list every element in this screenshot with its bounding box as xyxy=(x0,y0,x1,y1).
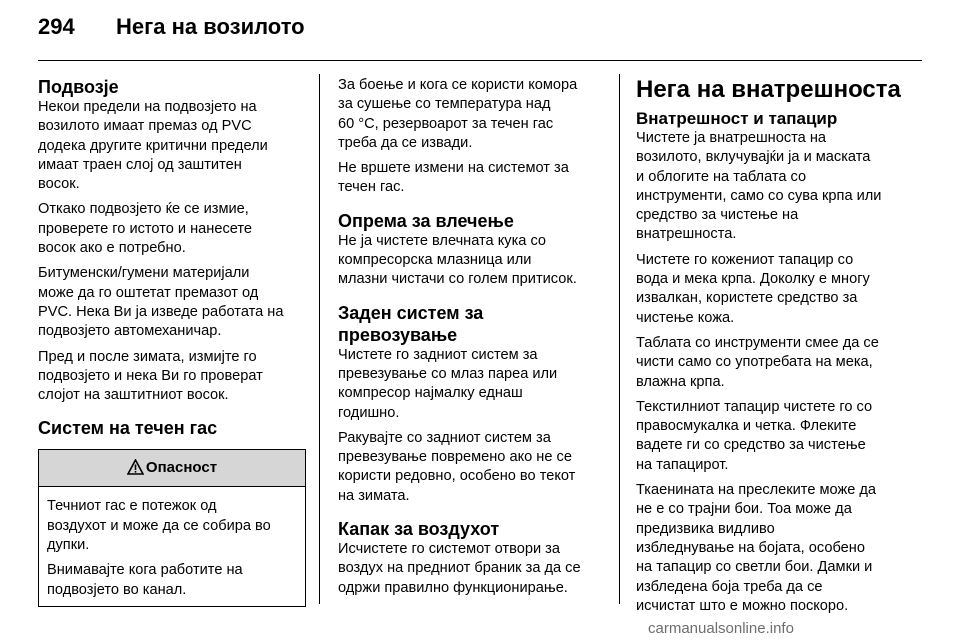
paragraph: За боење и кога се користи комора за сушење со температура над 60 °C, резервоарот за течен гас треба да се извади. xyxy=(338,77,578,151)
paragraph: Не ја чистете влечната кука со компресорска млазница или млазни чистачи со голем притисок. xyxy=(338,232,577,288)
paragraph: Исчистете го системот отвори за воздух на предниот браник за да се одржи правилно функционирање. xyxy=(338,541,581,596)
section-heading-liquid-gas: Систем на течен гас xyxy=(38,418,218,439)
header-rule xyxy=(38,60,922,61)
paragraph: Некои предели на подвозјето на возилото имаат премаз од PVC додека другите критични предели имаат траен слој од заштитен восок. xyxy=(38,99,268,193)
warning-paragraph: Течниот гас е потежок од воздухот и може да се собира во дупки. xyxy=(47,498,271,554)
subsection-heading-upholstery: Внатрешност и тапацир xyxy=(636,109,838,128)
paragraph: Ракувајте со задниот систем за превезување повремено ако не се користи редовно, особено во текот на зимата. xyxy=(338,429,576,504)
warning-paragraph: Внимавајте кога работите на подвозјето во канал. xyxy=(47,562,243,598)
paragraph: Чистете го кожениот тапацир со вода и мека крпа. Доколку е многу извалкан, користете средство за чистење кожа. xyxy=(636,251,870,326)
paragraph: Чистете го задниот систем за превезување со млаз пареа или компресор најмалку еднаш годишно. xyxy=(338,346,558,421)
paragraph: Откако подвозјето ќе се измие, проверете го истото и нанесете восок ако е потребно. xyxy=(38,201,253,257)
section-heading-towing: Опрема за влечење xyxy=(338,210,514,231)
column-1 xyxy=(38,76,306,607)
warning-header xyxy=(39,450,305,487)
warning-box xyxy=(38,449,306,606)
paragraph: Не вршете измени на системот за течен гас. xyxy=(338,160,569,196)
paragraph: Битуменски/гумени материјали може да го оштетат премазот од PVC. Нека Ви ја изведе работата на подвозјето автомеханичар. xyxy=(38,265,284,340)
page-header xyxy=(38,14,305,40)
section-heading-rear-carrier: Заден систем за превозување xyxy=(338,302,484,345)
section-heading-air-intake: Капак за воздухот xyxy=(338,519,500,540)
warning-triangle-icon xyxy=(127,459,144,475)
column-2 xyxy=(338,76,604,604)
paragraph: Пред и после зимата, измијте го подвозјето и нека Ви го проверат слојот на заштитниот восок. xyxy=(38,348,263,404)
warning-title: Опасност xyxy=(145,459,218,477)
warning-body xyxy=(39,487,305,599)
paragraph: Таблата со инструменти смее да се чисти само со употребата на мека, влажна крпа. xyxy=(636,334,879,390)
paragraph: Чистете ја внатрешноста на возилото, вклучувајќи ја и маската и облогите на таблата со инструменти, само со сува крпа или средство за чистење на внатрешноста. xyxy=(636,130,882,243)
paragraph: Текстилниот тапацир чистете го со правосмукалка и четка. Флеките вадете ги со средство за чистење на тапацирот. xyxy=(636,398,873,473)
page-title: Нега на возилото xyxy=(116,14,305,39)
paragraph: Ткаенината на преслеките може да не е со трајни бои. Тоа може да предизвика видливо избледнување на бојата, особено на тапацир со светли бои. Дамки и избледена боја треба да се исчистат што е можно поскоро. xyxy=(636,482,877,614)
column-divider-1 xyxy=(319,74,320,604)
section-heading-interior-care: Нега на внатрешноста xyxy=(636,76,901,103)
watermark: carmanualsonline.info xyxy=(648,620,794,637)
section-heading-underbody: Подвозје xyxy=(38,77,119,97)
page-number: 294 xyxy=(38,14,75,39)
column-3 xyxy=(636,76,904,622)
column-divider-2 xyxy=(619,74,620,604)
